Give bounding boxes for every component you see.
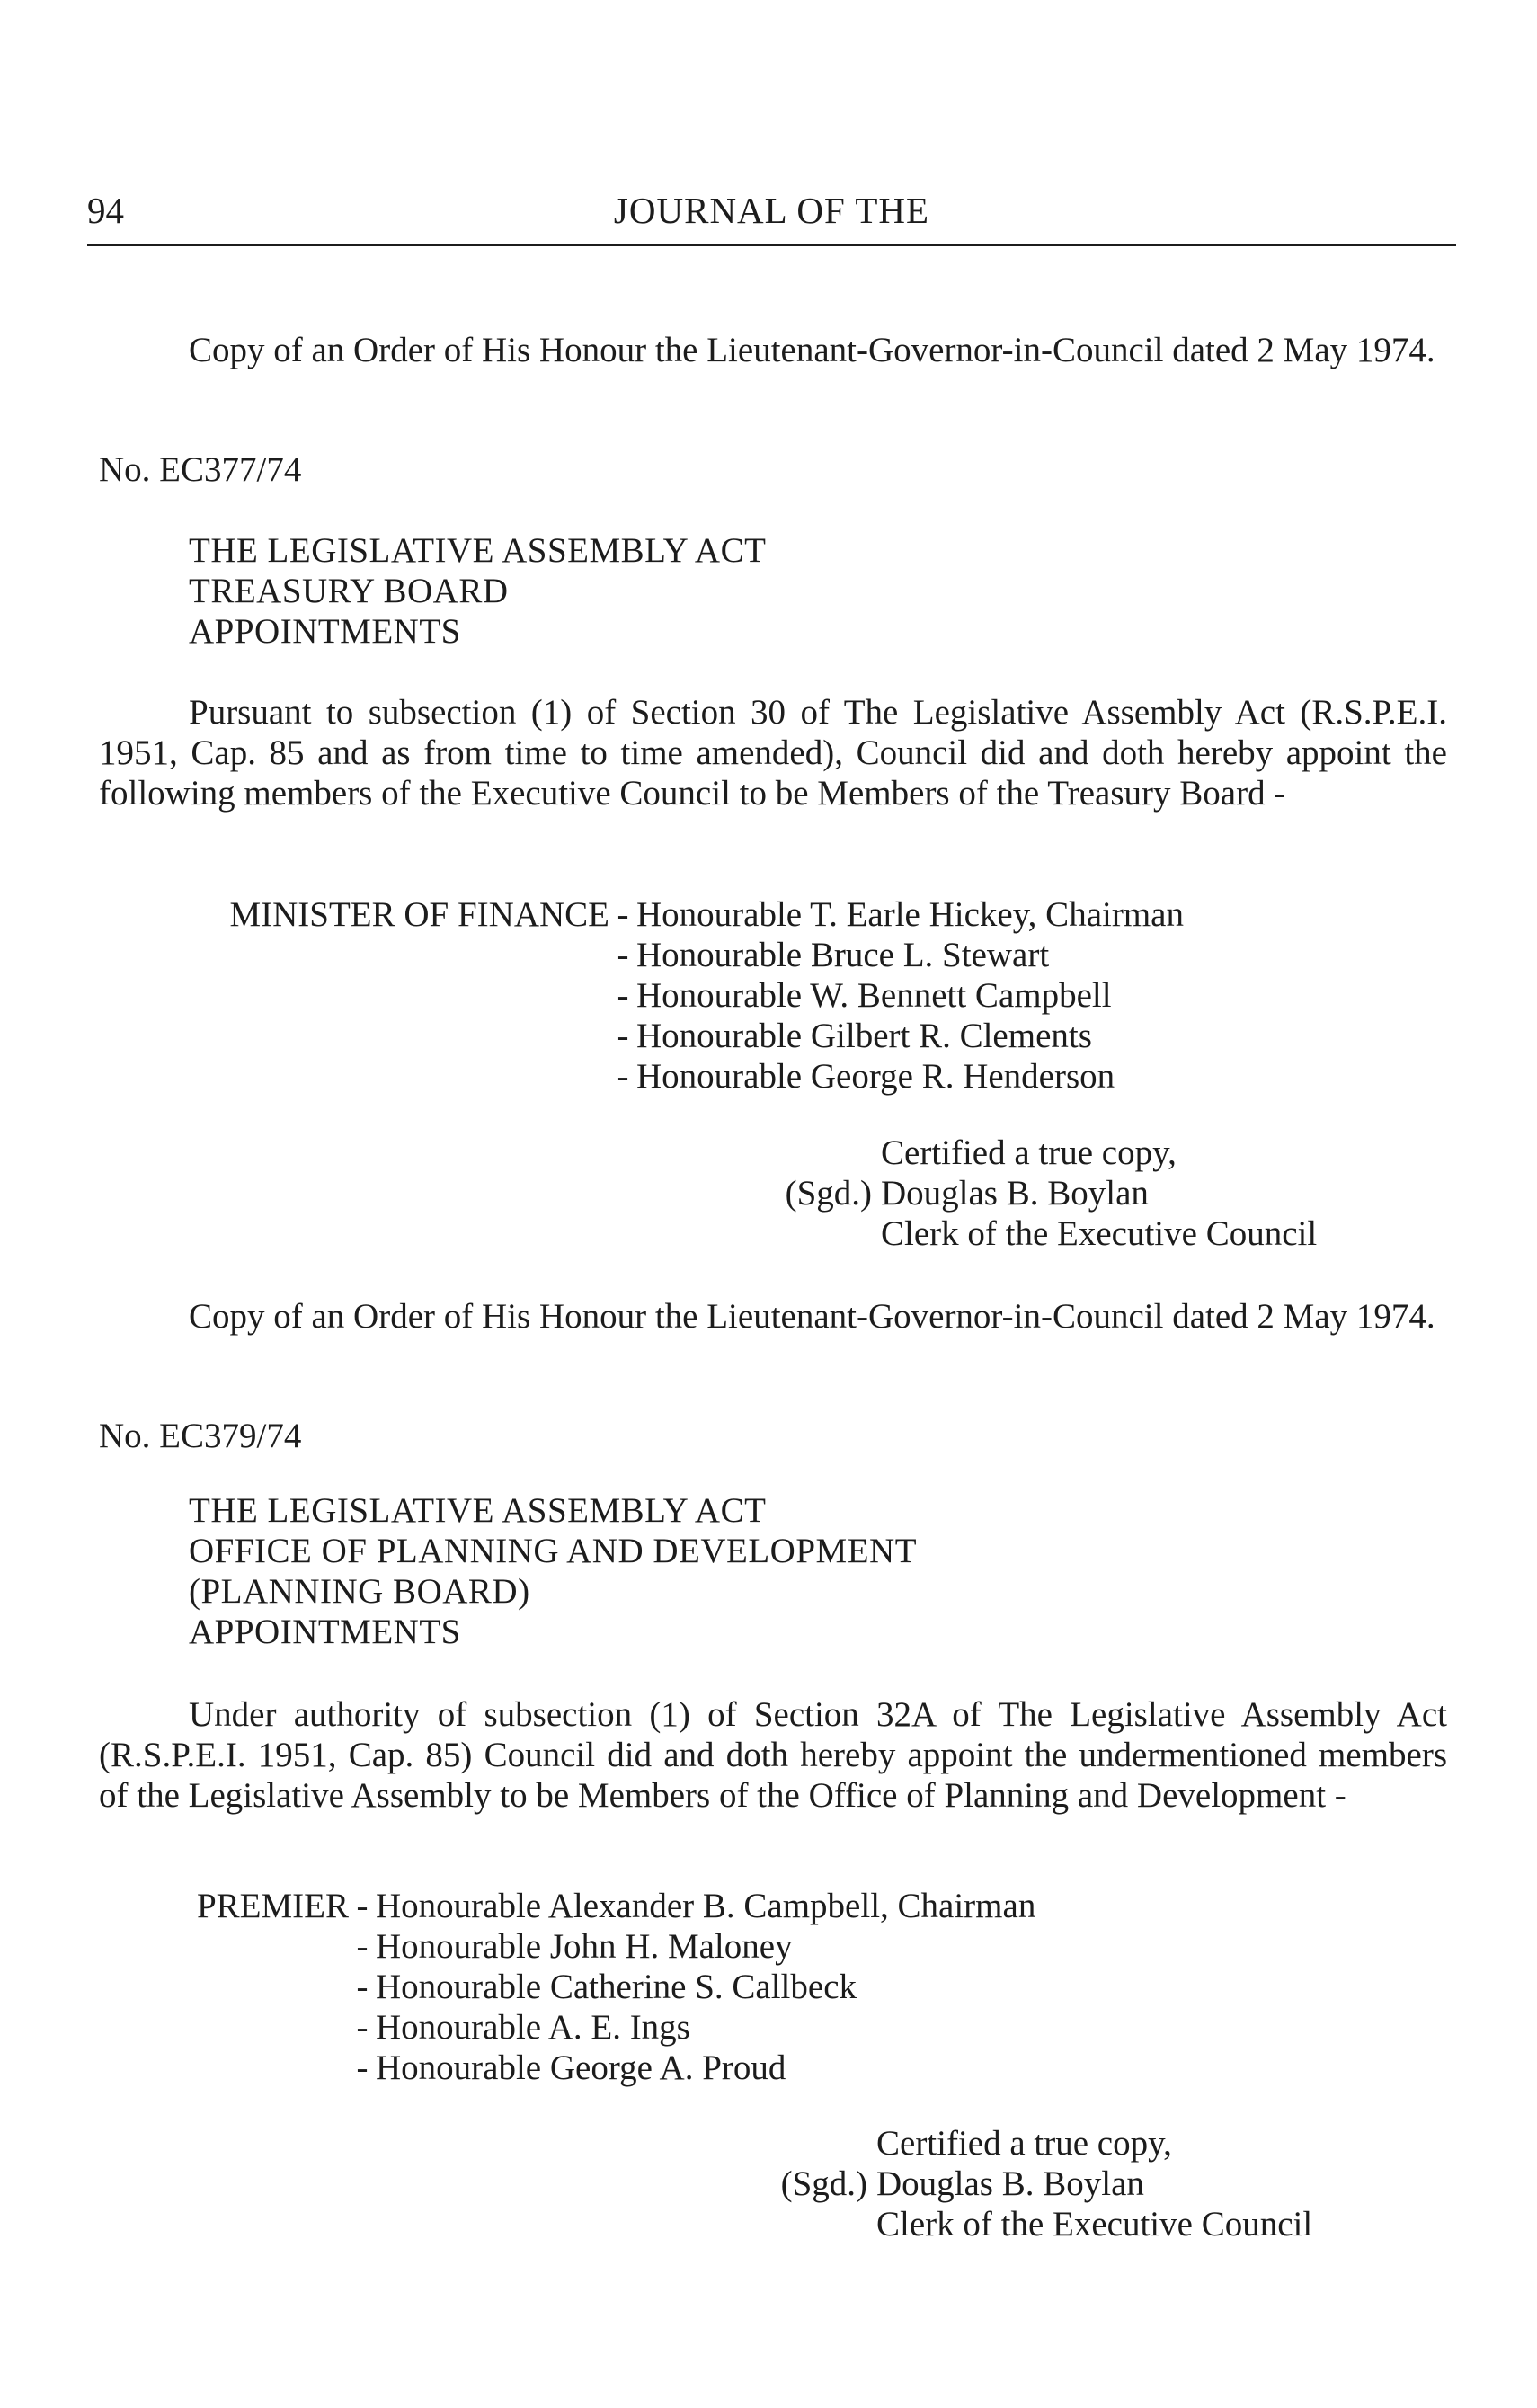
order-2-heading: [189, 1490, 917, 1652]
member-row: - Honourable Gilbert R. Clements: [187, 1016, 1184, 1056]
member-row: - Honourable W. Bennett Campbell: [187, 975, 1184, 1016]
order-1-body: [99, 692, 1447, 813]
member-row: - Honourable Bruce L. Stewart: [187, 935, 1184, 975]
signer-title: Clerk of the Executive Council: [876, 2205, 1313, 2244]
member-name: Honourable A. E. Ings: [376, 2008, 690, 2047]
order-1-heading-line: APPOINTMENTS: [189, 612, 461, 651]
member-role: [187, 1056, 609, 1097]
signer-title: Clerk of the Executive Council: [881, 1214, 1318, 1253]
sgd-label: (Sgd.): [780, 2164, 867, 2203]
order-2-heading-line: THE LEGISLATIVE ASSEMBLY ACT: [189, 1491, 767, 1530]
order-1-member-list: [187, 894, 1184, 1097]
member-name: Honourable Gilbert R. Clements: [636, 1017, 1092, 1055]
member-role: [187, 975, 609, 1016]
member-role: PREMIER: [196, 1887, 349, 1925]
member-row: - Honourable Catherine S. Callbeck: [180, 1967, 1035, 2007]
order-1-intro-text: Copy of an Order of His Honour the Lieutenant-Governor-in-Council dated 2 May 1974.: [189, 331, 1435, 369]
page-header: [87, 178, 1456, 246]
member-row: PREMIER - Honourable Alexander B. Campbell, Chairman: [180, 1886, 1035, 1926]
member-name: Honourable Catherine S. Callbeck: [376, 1968, 857, 2006]
member-row: - Honourable A. E. Ings: [180, 2007, 1035, 2048]
member-name: Honourable T. Earle Hickey, Chairman: [636, 895, 1184, 934]
order-2-member-list: [180, 1886, 1035, 2088]
order-2-intro-text: Copy of an Order of His Honour the Lieutenant-Governor-in-Council dated 2 May 1974.: [189, 1297, 1435, 1336]
certified-line: Certified a true copy,: [876, 2124, 1172, 2163]
order-2-number: No. EC379/74: [99, 1417, 302, 1455]
order-2-certification: [746, 2123, 1312, 2244]
order-1-heading-line: TREASURY BOARD: [189, 572, 509, 610]
order-1-intro: [99, 330, 1447, 370]
signer-name: Douglas B. Boylan: [876, 2164, 1144, 2203]
order-1-heading: [189, 530, 766, 652]
member-role: [180, 1967, 349, 2007]
member-role: [187, 1016, 609, 1056]
sgd-label: (Sgd.): [785, 1174, 872, 1213]
member-row: - Honourable John H. Maloney: [180, 1926, 1035, 1967]
order-2-intro: [99, 1296, 1447, 1337]
running-head: JOURNAL OF THE: [613, 190, 930, 231]
member-name: Honourable W. Bennett Campbell: [636, 976, 1112, 1015]
order-1-certification: [751, 1133, 1317, 1254]
member-name: Honourable George A. Proud: [376, 2048, 786, 2087]
member-name: Honourable John H. Maloney: [376, 1927, 793, 1966]
member-row: - Honourable George A. Proud: [180, 2048, 1035, 2088]
order-2-body-text: Under authority of subsection (1) of Section 32A of The Legislative Assembly Act (R.S.P.E.I. 1951, Cap. 85) Council did and doth hereby appoint the undermentioned members of the Legislative Assembly to be Members of the Office of Planning and Development -: [99, 1695, 1447, 1815]
member-name: Honourable Bruce L. Stewart: [636, 936, 1050, 974]
member-role: [187, 935, 609, 975]
order-1-number: No. EC377/74: [99, 450, 302, 489]
certified-line: Certified a true copy,: [881, 1133, 1177, 1172]
page-number: 94: [87, 190, 124, 231]
member-name: Honourable George R. Henderson: [636, 1057, 1115, 1096]
member-role: [180, 2007, 349, 2048]
order-1-body-text: Pursuant to subsection (1) of Section 30 of The Legislative Assembly Act (R.S.P.E.I. 1951, Cap. 85 and as from time to time amended), Council did and doth hereby appoint the following members of the Executive Council to be Members of the Treasury Board -: [99, 693, 1447, 813]
order-2-heading-line: (PLANNING BOARD): [189, 1572, 530, 1611]
member-role: [180, 1926, 349, 1967]
order-2-heading-line: APPOINTMENTS: [189, 1613, 461, 1651]
member-role: [180, 2048, 349, 2088]
member-row: - Honourable George R. Henderson: [187, 1056, 1184, 1097]
order-2-heading-line: OFFICE OF PLANNING AND DEVELOPMENT: [189, 1532, 918, 1570]
member-name: Honourable Alexander B. Campbell, Chairman: [376, 1887, 1036, 1925]
order-2-body: [99, 1694, 1447, 1816]
order-1-heading-line: THE LEGISLATIVE ASSEMBLY ACT: [189, 531, 767, 570]
member-row: MINISTER OF FINANCE - Honourable T. Earle Hickey, Chairman: [187, 894, 1184, 935]
member-role: MINISTER OF FINANCE: [229, 895, 609, 934]
signer-name: Douglas B. Boylan: [881, 1174, 1149, 1213]
